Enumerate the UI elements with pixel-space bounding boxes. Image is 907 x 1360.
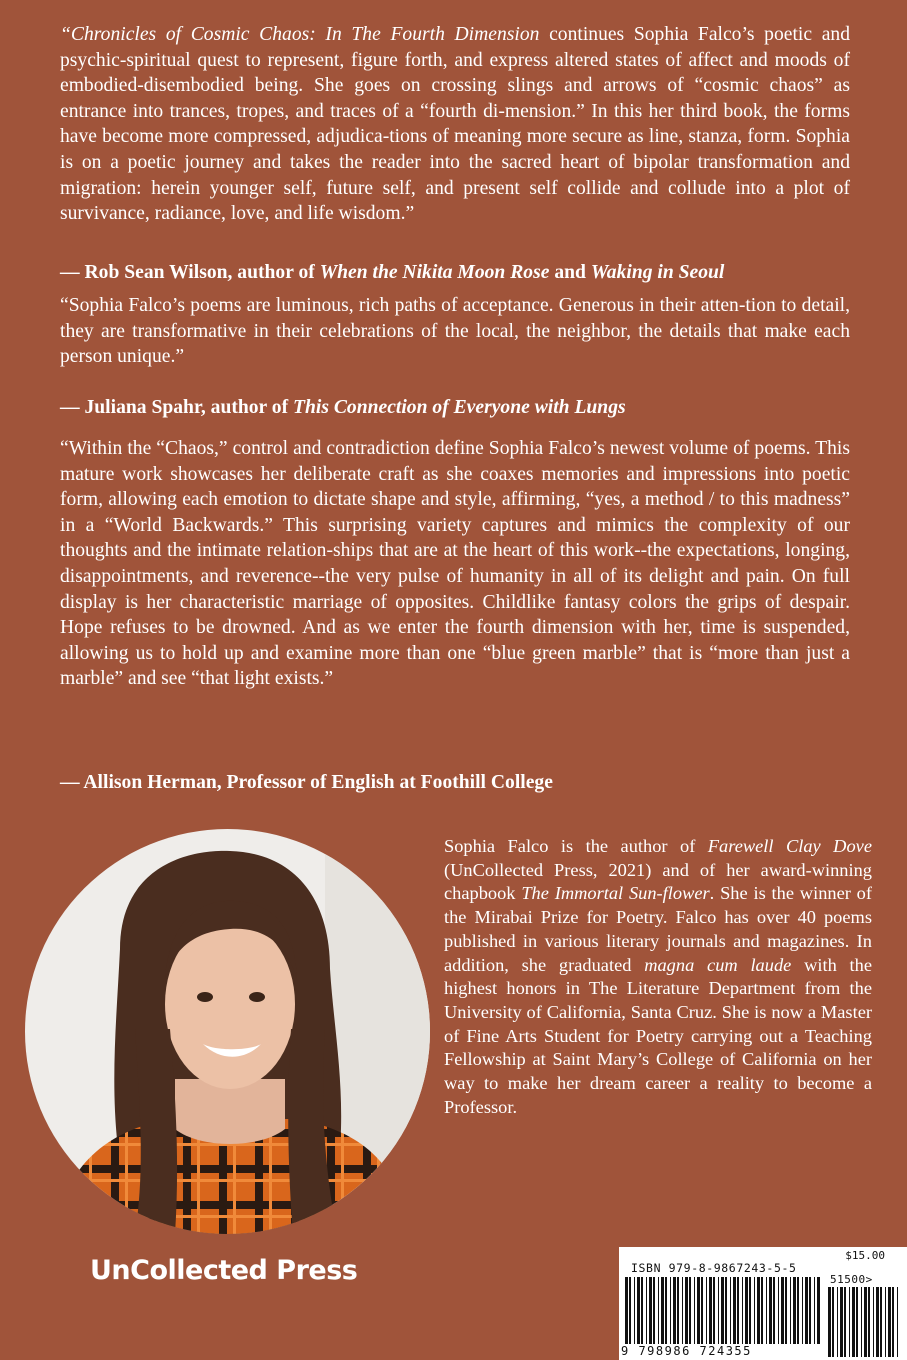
barcode-bar xyxy=(885,1287,886,1357)
barcode-bar xyxy=(856,1287,858,1357)
attribution-work: When the Nikita Moon Rose xyxy=(319,262,550,283)
bio-text: (UnCollected Press, 2021) and of her award-winning chapbook xyxy=(444,859,872,904)
bio-book-title: Farewell Clay Dove xyxy=(707,836,872,856)
barcode-bar xyxy=(840,1287,843,1357)
barcode-bar xyxy=(837,1287,838,1357)
blurb-2-attribution xyxy=(60,395,880,420)
bio-text: with the highest honors in The Literature Department from the University of California, Santa Cruz. She is now a Master of Fine Arts Student for Poetry carrying out a Teaching Fellowship at Saint Mary’s College of California on her way to make her dream career a reality to become a Professor. xyxy=(444,954,873,1117)
barcode-bar xyxy=(892,1287,894,1357)
barcode-bar xyxy=(852,1287,855,1357)
barcode-bar xyxy=(849,1287,850,1357)
attribution-text: — Juliana Spahr, author of xyxy=(60,397,294,418)
bio-book-title: The Immortal Sun-flower xyxy=(521,883,710,904)
price-label: $15.00 xyxy=(845,1249,885,1262)
barcode-bar xyxy=(888,1287,891,1357)
barcode-bar xyxy=(828,1287,831,1357)
blurb-3-attribution: — Allison Herman, Professor of English at Foothill College xyxy=(60,772,553,793)
publisher-logo: UnCollected Press xyxy=(90,1255,358,1286)
attribution-work: This Connection of Everyone with Lungs xyxy=(293,397,626,418)
blurb-1 xyxy=(60,22,850,227)
addon-digits: 51500> xyxy=(830,1273,873,1286)
addon-barcode-bars xyxy=(828,1287,898,1357)
blurb-1-book-title: “Chronicles of Cosmic Chaos: In The Fourth Dimension xyxy=(60,24,540,45)
attribution-text: — Rob Sean Wilson, author of xyxy=(60,262,320,283)
blurb-1-attribution xyxy=(60,260,880,285)
attribution-joiner: and xyxy=(549,262,591,283)
author-bio xyxy=(444,835,872,1119)
ean-digits: 9 798986 724355 xyxy=(619,1344,821,1358)
barcode-bar xyxy=(864,1287,867,1357)
barcode-bar xyxy=(873,1287,874,1357)
barcode-bar xyxy=(876,1287,879,1357)
barcode-bar xyxy=(868,1287,870,1357)
barcode-bar xyxy=(844,1287,846,1357)
author-portrait-illustration xyxy=(25,829,430,1234)
barcode-bar xyxy=(880,1287,882,1357)
isbn-barcode xyxy=(619,1247,907,1360)
attribution-work: Waking in Seoul xyxy=(590,262,725,283)
blurb-2: “Sophia Falco’s poems are luminous, rich paths of acceptance. Generous in their atten-tion to detail, they are transformative in their celebrations of the local, the neighbor, the details that make each person unique.” xyxy=(60,295,850,368)
barcode-bar xyxy=(832,1287,834,1357)
blurb-3: “Within the “Chaos,” control and contradiction define Sophia Falco’s newest volume of poems. This mature work showcases her deliberate craft as she coaxes memories and impressions into poetic form, allowing each emotion to dictate shape and style, affirming, “yes, a method / to this madness” in a “World Backwards.” This surprising variety captures and mimics the complexity of our thoughts and the intimate relation-ships that are at the heart of this work--the expectations, longing, disappointments, and reverence--the very pulse of humanity in all of its delight and pain. On full display is her characteristic marriage of opposites. Childlike fantasy colors the grips of despair. Hope refuses to be drowned. And as we enter the fourth dimension with her, time is suspended, allowing us to hold up and examine more than one “blue green marble” that is “more than just a marble” and see “that light exists.” xyxy=(60,438,850,690)
barcode-bar xyxy=(897,1287,898,1357)
author-photo xyxy=(25,829,430,1234)
barcode-bar xyxy=(861,1287,862,1357)
isbn-label: ISBN 979-8-9867243-5-5 xyxy=(631,1261,797,1275)
blurb-1-text: continues Sophia Falco’s poetic and psychic-spiritual quest to represent, figure forth, and express altered states of affect and moods of embodied-disembodied being. She goes on crossing slings and arrows of “cosmic chaos” as entrance into trances, tropes, and traces of a “fourth di-mension.” In this her third book, the forms have become more compressed, adjudica-tions of meaning more secure as line, stanza, form. Sophia is on a poetic journey and takes the reader into the sacred heart of bipolar transformation and migration: herein younger self, future self, and present self collide and collude into a plot of survivance, radiance, love, and life wisdom.” xyxy=(60,24,851,225)
bio-text: Sophia Falco is the author of xyxy=(444,836,708,856)
bio-text: . She is the winner of the Mirabai Prize for Poetry. Falco has over 40 poems published in various literary journals and magazines. In addition, she graduated xyxy=(444,883,872,975)
bio-honor: magna cum laude xyxy=(644,954,792,975)
